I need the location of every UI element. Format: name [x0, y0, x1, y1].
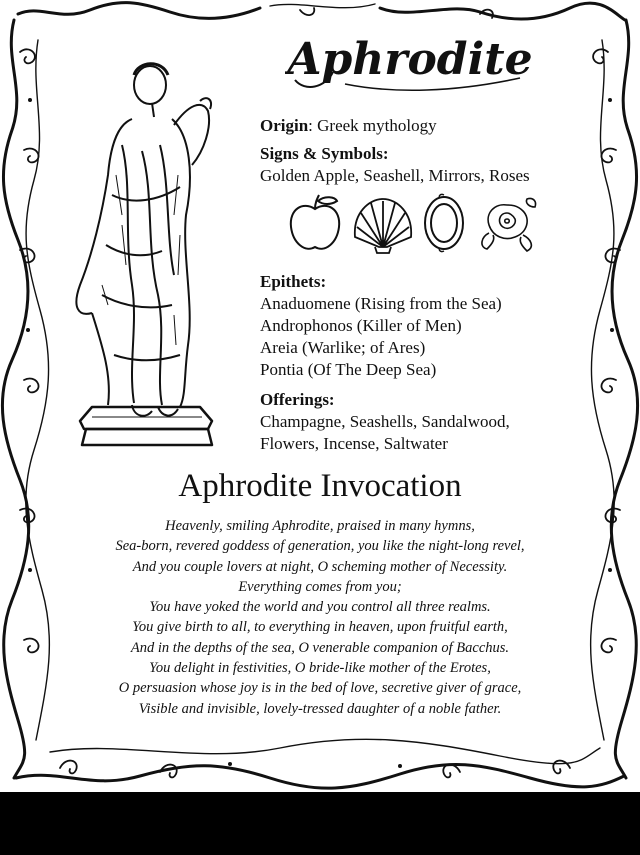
poem-line: And you couple lovers at night, O scheming mother of Necessity. — [132, 558, 508, 575]
seashell-icon — [351, 193, 415, 255]
mirror-icon — [421, 193, 467, 255]
origin-label: Origin — [260, 116, 309, 135]
origin-value: Greek mythology — [317, 116, 437, 135]
poem-line: You have yoked the world and you control all three realms. — [149, 599, 491, 616]
epithet-item: Pontia (Of The Deep Sea) — [260, 360, 437, 379]
epithet-item: Androphonos (Killer of Men) — [260, 316, 462, 335]
poem-line: O persuasion whose joy is in the bed of love, secretive giver of grace, — [118, 680, 522, 697]
poem-line: Visible and invisible, lovely-tressed daughter of a noble father. — [138, 700, 502, 717]
offerings-line: Flowers, Incense, Saltwater — [260, 434, 448, 453]
page-title — [285, 22, 535, 102]
apple-icon — [285, 193, 345, 255]
poem-line: And in the depths of the sea, O venerable companion of Bacchus. — [130, 639, 510, 656]
symbol-icons — [285, 193, 545, 255]
invocation-title: Aphrodite Invocation — [178, 468, 462, 504]
signs-label: Signs & Symbols: — [260, 144, 389, 163]
epithets-label: Epithets: — [260, 272, 327, 291]
signs-value: Golden Apple, Seashell, Mirrors, Roses — [260, 166, 530, 185]
origin-row: Origin: Greek mythology — [260, 116, 437, 135]
invocation-poem — [40, 516, 600, 719]
offerings-line: Champagne, Seashells, Sandalwood, — [260, 412, 510, 431]
poem-line: Heavenly, smiling Aphrodite, praised in many hymns, — [165, 518, 475, 534]
epithet-item: Anaduomene (Rising from the Sea) — [260, 294, 502, 313]
poem-line: You delight in festivities, O bride-like mother of the Erotes, — [149, 660, 491, 677]
poem-line: Sea-born, revered goddess of generation, you like the night-long revel, — [115, 538, 525, 555]
aphrodite-statue-illustration — [62, 55, 222, 455]
rose-icon — [475, 193, 539, 255]
info-panel — [260, 115, 620, 455]
offerings-label: Offerings: — [260, 390, 335, 409]
bottom-letterbox-bar — [0, 792, 640, 855]
title-text: Aphrodite — [287, 34, 533, 85]
epithet-item: Areia (Warlike; of Ares) — [260, 338, 426, 357]
poem-line: You give birth to all, to everything in heaven, upon fruitful earth, — [132, 619, 508, 636]
poem-line: Everything comes from you; — [238, 578, 402, 595]
